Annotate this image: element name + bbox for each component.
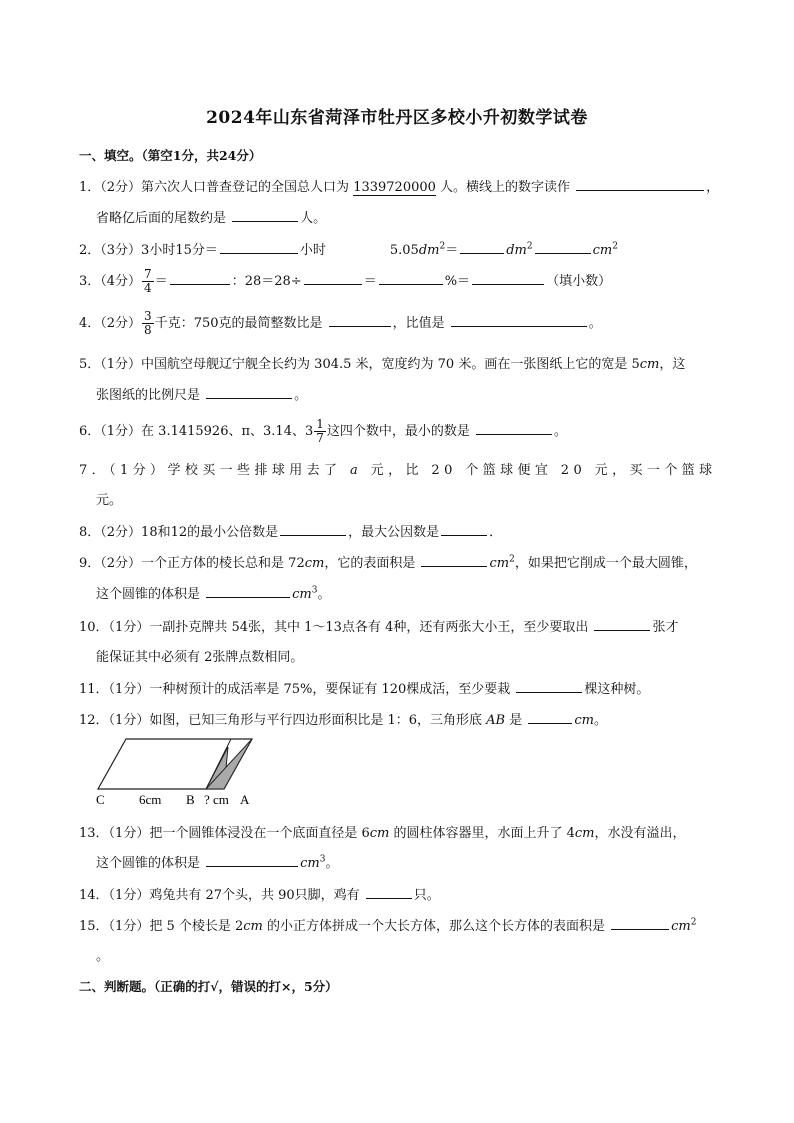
answer-blank[interactable]: [421, 553, 487, 567]
parallelogram-figure: [92, 733, 258, 809]
answer-blank[interactable]: [476, 421, 552, 435]
question-7-line-2: 元。: [96, 493, 123, 508]
question-13-line-2: 这个圆锥的体积是 $cm^3$。: [96, 854, 339, 871]
answer-blank[interactable]: [206, 385, 292, 399]
question-4: 4．（2分） $\frac{3}{8}$ 千克：750克的最简整数比是 ，比值是 。: [79, 309, 602, 337]
answer-blank[interactable]: [170, 271, 230, 285]
answer-blank[interactable]: [304, 271, 362, 285]
question-15: 15．（1分）把 5 个棱长是 2cm 的小正方体拼成一个大长方体，那么这个长方体的表面积是 $cm^2$: [79, 917, 697, 934]
question-11: 11．（1分）一种树预计的成活率是 75%，要保证有 120棵成活，至少要栽 棵这种树。: [79, 678, 649, 697]
question-13: 13．（1分）把一个圆锥体浸没在一个底面直径是 6cm 的圆柱体容器里，水面上升了 4cm，水没有溢出，: [79, 826, 686, 841]
question-10-line-2: 能保证其中必须有 2张牌点数相同。: [96, 650, 304, 665]
question-12: 12．（1分）如图，已知三角形与平行四边形面积比是 1：6，三角形底 AB 是 cm。: [79, 709, 607, 728]
answer-blank[interactable]: [594, 617, 650, 631]
question-6: 6．（1分）在 3.1415926、π、3.14、3 $\frac{1}{7}$ 这四个数中，最小的数是 。: [79, 417, 568, 445]
answer-blank[interactable]: [220, 240, 298, 254]
section-fill-blank-heading: 一、填空。（第空1分，共24分）: [79, 148, 262, 163]
fraction: $\frac{1}{7}$: [316, 417, 324, 445]
question-5-line-2: 张图纸的比例尺是 。: [96, 384, 307, 403]
question-15-line-2: 。: [96, 949, 110, 964]
fraction: $\frac{7}{4}$: [144, 267, 152, 295]
question-2: 2．（3分）3小时15分＝ 小时 $5.05dm^2= dm^2$ $cm^2$: [79, 241, 618, 258]
answer-blank[interactable]: [206, 853, 298, 867]
answer-blank[interactable]: [611, 916, 669, 930]
answer-blank[interactable]: [576, 177, 704, 191]
label-c: C: [96, 792, 105, 807]
fraction: $\frac{3}{8}$: [144, 309, 152, 337]
question-1-line-2: 省略亿后面的尾数约是 人。: [96, 207, 326, 226]
label-b: B: [186, 792, 195, 807]
underlined-number: 1339720000: [353, 180, 436, 195]
label-6cm: 6cm: [139, 792, 162, 807]
question-9-line-2: 这个圆锥的体积是 $cm^3$。: [96, 585, 331, 602]
answer-blank[interactable]: [472, 271, 544, 285]
shaded-triangle-fill: [206, 739, 252, 789]
answer-blank[interactable]: [451, 313, 587, 327]
answer-blank[interactable]: [460, 240, 504, 254]
answer-blank[interactable]: [441, 522, 487, 536]
answer-blank[interactable]: [280, 522, 346, 536]
question-3: 3．（4分） $\frac{7}{4}$ ＝ ：28＝28÷ ＝ %＝ （填小数）: [79, 267, 612, 295]
question-8: 8．（2分）18和12的最小公倍数是 ，最大公因数是 ．: [79, 521, 502, 540]
answer-blank[interactable]: [206, 584, 290, 598]
answer-blank[interactable]: [528, 710, 572, 724]
question-10: 10．（1分）一副扑克牌共 54张，其中 1～13点各有 4种，还有两张大小王，至少要取出 张才: [79, 616, 679, 635]
answer-blank[interactable]: [516, 679, 582, 693]
question-9: 9．（2分）一个正方体的棱长总和是 72cm，它的表面积是 $cm^2$，如果把它削成一个最大圆锥，: [79, 554, 697, 571]
question-1: 1．（2分）第六次人口普查登记的全国总人口为 1339720000 人。横线上的数字读作 ，: [79, 176, 719, 195]
label-a: A: [240, 792, 250, 807]
label-unknown-length: ? cm: [204, 792, 229, 807]
section-true-false-heading: 二、判断题。（正确的打√，错误的打×，5分）: [79, 979, 338, 994]
answer-blank[interactable]: [379, 271, 443, 285]
answer-blank[interactable]: [535, 240, 591, 254]
answer-blank[interactable]: [366, 885, 412, 899]
question-14: 14．（1分）鸡兔共有 27个头，共 90只脚，鸡有 只。: [79, 884, 440, 903]
question-5: 5．（1分）中国航空母舰辽宁舰全长约为 304.5 米，宽度约为 70 米。画在一张图纸上它的宽是 5cm，这: [79, 357, 686, 372]
question-7: 7．（1分）学校买一些排球用去了 a 元，比 20 个篮球便宜 20 元，买一个篮球: [79, 463, 717, 478]
page-title: 2024年山东省菏泽市牡丹区多校小升初数学试卷: [206, 108, 588, 128]
answer-blank[interactable]: [329, 313, 391, 327]
answer-blank[interactable]: [232, 208, 298, 222]
